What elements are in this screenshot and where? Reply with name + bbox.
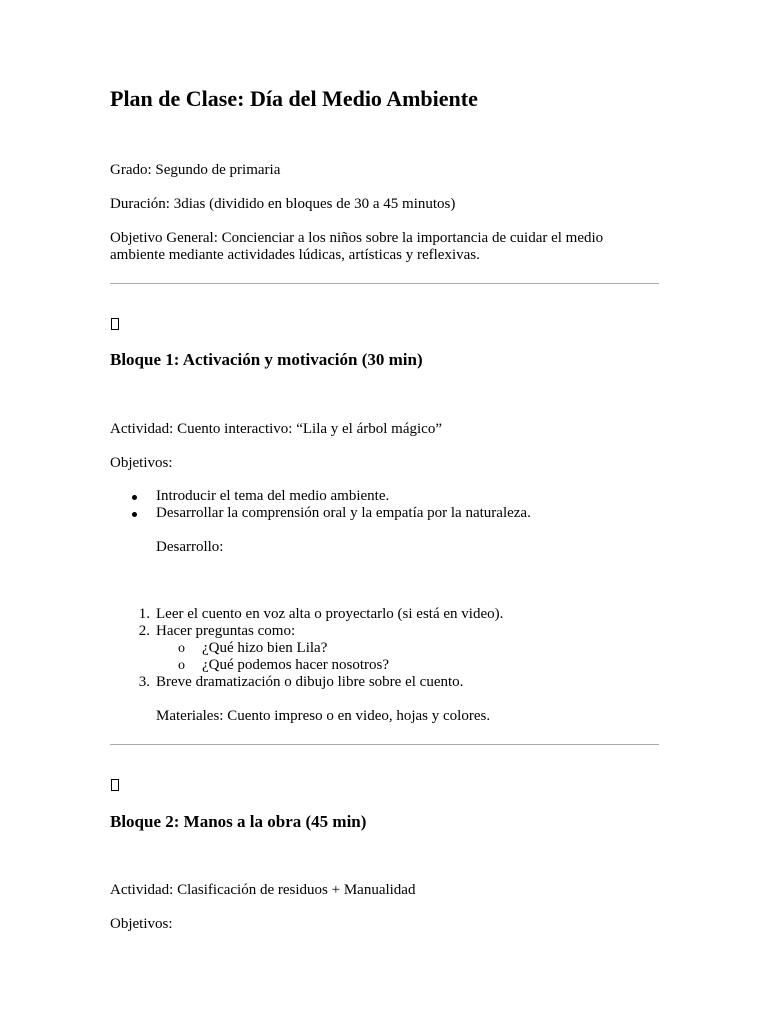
list-item: Introducir el tema del medio ambiente. [156,488,390,504]
block1-materials: Materiales: Cuento impreso o en video, hojas y colores. [156,708,491,724]
block1-activity: Actividad: Cuento interactivo: “Lila y el árbol mágico” [110,421,442,437]
divider [110,744,659,745]
block1-development-label: Desarrollo: [156,539,224,555]
list-item: Hacer preguntas como: [156,623,296,639]
missing-glyph-icon [111,318,119,330]
duration-text: Duración: 3dias (dividido en bloques de 30 a 45 minutos) [110,196,456,212]
missing-glyph-icon [111,779,119,791]
grade-text: Grado: Segundo de primaria [110,162,281,178]
bullet-marker [132,495,137,500]
list-item: Breve dramatización o dibujo libre sobre el cuento. [156,674,464,690]
list-item: Desarrollar la comprensión oral y la empatía por la naturaleza. [156,505,531,521]
bullet-marker [132,512,137,517]
sub-list-item: ¿Qué hizo bien Lila? [202,640,328,656]
list-item: Leer el cuento en voz alta o proyectarlo (si está en video). [156,606,504,622]
block1-objectives-label: Objetivos: [110,455,173,471]
general-objective-text: Objetivo General: Concienciar a los niños sobre la importancia de cuidar el medio ambiente mediante actividades lúdicas, artísticas y reflexivas. [110,230,604,263]
block2-objectives-label: Objetivos: [110,916,173,932]
block1-heading: Bloque 1: Activación y motivación (30 min) [110,350,423,369]
sub-list-item: ¿Qué podemos hacer nosotros? [202,657,390,673]
divider [110,283,659,284]
sub-list-marker: o [178,641,185,656]
page-title: Plan de Clase: Día del Medio Ambiente [110,86,478,111]
list-number: 2. [138,623,150,639]
sub-list-marker: o [178,658,185,673]
block2-activity: Actividad: Clasificación de residuos + Manualidad [110,882,416,898]
list-number: 3. [138,674,150,690]
block2-heading: Bloque 2: Manos a la obra (45 min) [110,812,367,831]
list-number: 1. [138,606,150,622]
